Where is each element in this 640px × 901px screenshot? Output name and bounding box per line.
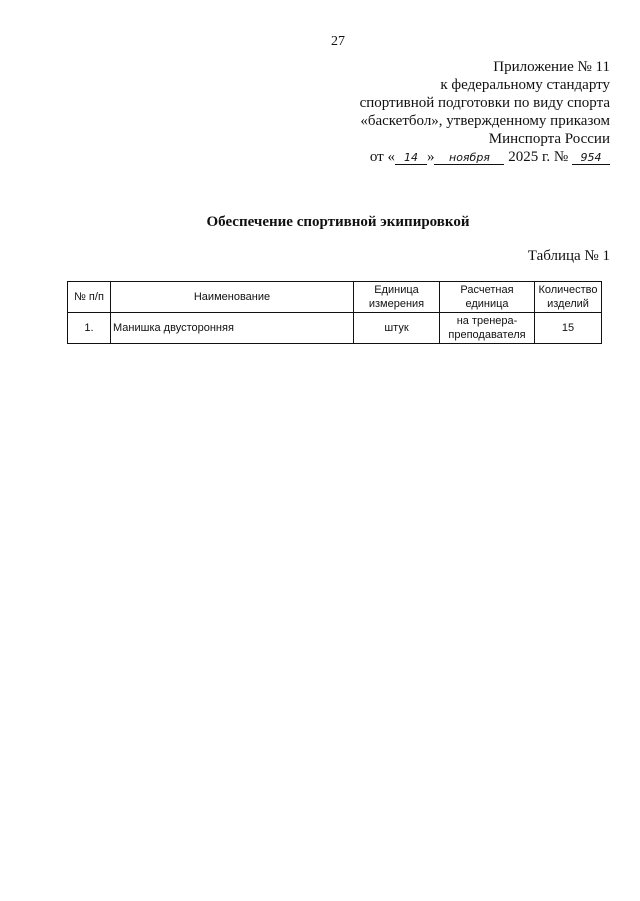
cell-qty: 15 (535, 313, 602, 344)
cell-num: 1. (68, 313, 111, 344)
appendix-line-sport: спортивной подготовки по виду спорта (359, 95, 610, 111)
handwritten-day: 14 (395, 151, 427, 165)
appendix-line-standard: к федеральному стандарту (440, 77, 610, 93)
header-unit: Единица измерения (354, 282, 440, 313)
date-mid: » (426, 149, 435, 165)
cell-name: Манишка двусторонняя (111, 313, 354, 344)
header-qty: Количество изделий (535, 282, 602, 313)
appendix-header (280, 58, 610, 166)
appendix-line-ministry: Минспорта России (488, 131, 610, 147)
header-num: № п/п (68, 282, 111, 313)
date-prefix: от « (369, 149, 395, 165)
handwritten-order-number: 954 (572, 151, 610, 165)
table-header-row (68, 282, 602, 313)
appendix-line-order: «баскетбол», утвержденному приказом (360, 113, 610, 129)
handwritten-month: ноября (434, 151, 504, 165)
equipment-table (67, 281, 602, 344)
appendix-title: Приложение № 11 (493, 59, 610, 75)
header-calc: Расчетная единица (440, 282, 535, 313)
appendix-date-line (280, 148, 610, 166)
cell-calc: на тренера-преподавателя (440, 313, 535, 344)
page-number: 27 (331, 34, 345, 49)
table-label: Таблица № 1 (527, 248, 610, 264)
header-name: Наименование (111, 282, 354, 313)
cell-unit: штук (354, 313, 440, 344)
date-year: 2025 г. № (508, 149, 569, 165)
table-row (68, 313, 602, 344)
document-title: Обеспечение спортивной экипировкой (206, 214, 470, 230)
